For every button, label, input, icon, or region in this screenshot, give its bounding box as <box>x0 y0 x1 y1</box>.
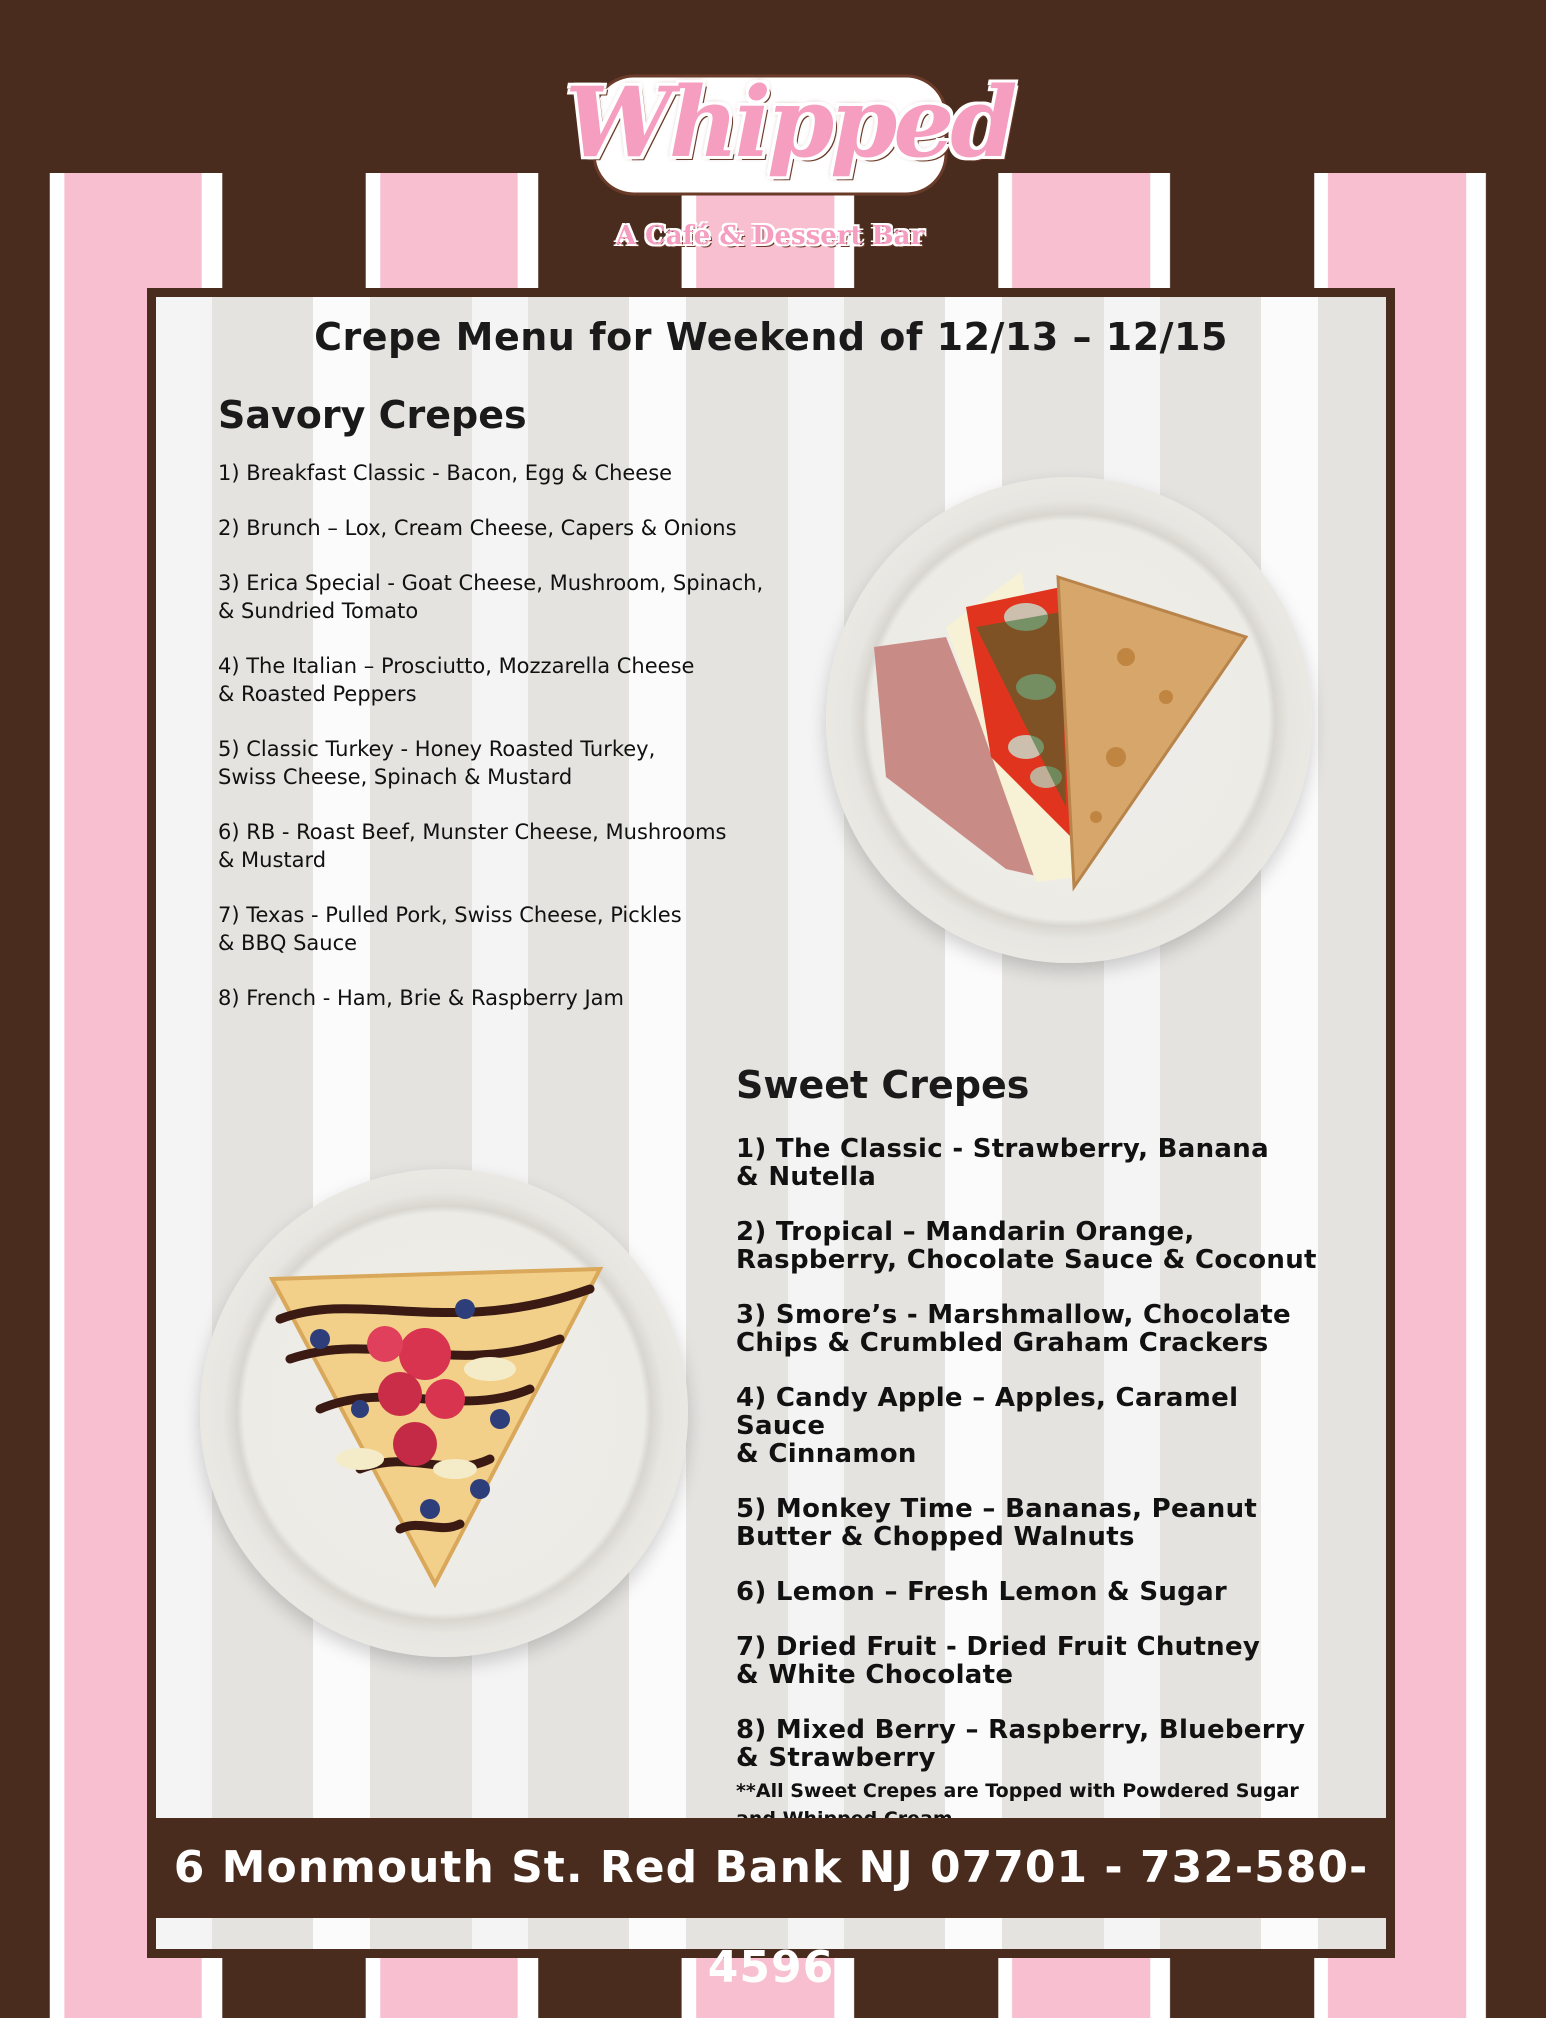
savory-item: 2) Brunch – Lox, Cream Cheese, Capers & Onions <box>218 516 737 540</box>
savory-crepe-illustration <box>826 477 1312 963</box>
sweet-item: 4) Candy Apple – Apples, Caramel Sauce & Cinnamon <box>736 1383 1239 1469</box>
sweet-title: Sweet Crepes <box>736 1063 1030 1107</box>
sweet-item: 8) Mixed Berry – Raspberry, Blueberry & Strawberry <box>736 1715 1306 1773</box>
sweet-crepe-illustration <box>200 1169 688 1657</box>
sweet-item: 7) Dried Fruit - Dried Fruit Chutney & White Chocolate <box>736 1632 1261 1690</box>
sweet-item: 5) Monkey Time – Bananas, Peanut Butter & Chopped Walnuts <box>736 1494 1258 1552</box>
sweet-item: 6) Lemon – Fresh Lemon & Sugar <box>736 1577 1228 1607</box>
savory-item: 3) Erica Special - Goat Cheese, Mushroom, Spinach, & Sundried Tomato <box>218 571 764 623</box>
savory-crepe-photo <box>826 477 1312 963</box>
sweet-crepe-photo <box>200 1169 688 1657</box>
savory-item: 4) The Italian – Prosciutto, Mozzarella Cheese & Roasted Peppers <box>218 654 695 706</box>
sweet-item: 3) Smore’s - Marshmallow, Chocolate Chips & Crumbled Graham Crackers <box>736 1300 1291 1358</box>
logo <box>565 58 1014 264</box>
savory-item: 5) Classic Turkey - Honey Roasted Turkey, Swiss Cheese, Spinach & Mustard <box>218 737 656 789</box>
logo-wordmark: Whipped <box>565 66 1014 179</box>
savory-item: 1) Breakfast Classic - Bacon, Egg & Cheese <box>218 461 673 485</box>
savory-item: 8) French - Ham, Brie & Raspberry Jam <box>218 986 624 1010</box>
sweet-list <box>736 1135 1336 1833</box>
menu-panel <box>147 288 1395 1993</box>
sweet-item: 1) The Classic - Strawberry, Banana & Nutella <box>736 1134 1269 1192</box>
savory-title: Savory Crepes <box>218 393 527 437</box>
savory-item: 7) Texas - Pulled Pork, Swiss Cheese, Pickles & BBQ Sauce <box>218 903 682 955</box>
logo-tagline: A Café & Dessert Bar <box>615 221 925 251</box>
menu-heading: Crepe Menu for Weekend of 12/13 – 12/15 <box>314 315 1228 359</box>
address-bar: 6 Monmouth St. Red Bank NJ 07701 - 732-580-4596 <box>156 1818 1386 1918</box>
sweet-item: 2) Tropical – Mandarin Orange, Raspberry, Chocolate Sauce & Coconut <box>736 1217 1317 1275</box>
sweet-footnote: **All Sweet Crepes are Topped with Powdered Sugar <box>736 1780 1299 1802</box>
savory-list <box>218 459 778 1039</box>
savory-item: 6) RB - Roast Beef, Munster Cheese, Mushrooms & Mustard <box>218 820 727 872</box>
